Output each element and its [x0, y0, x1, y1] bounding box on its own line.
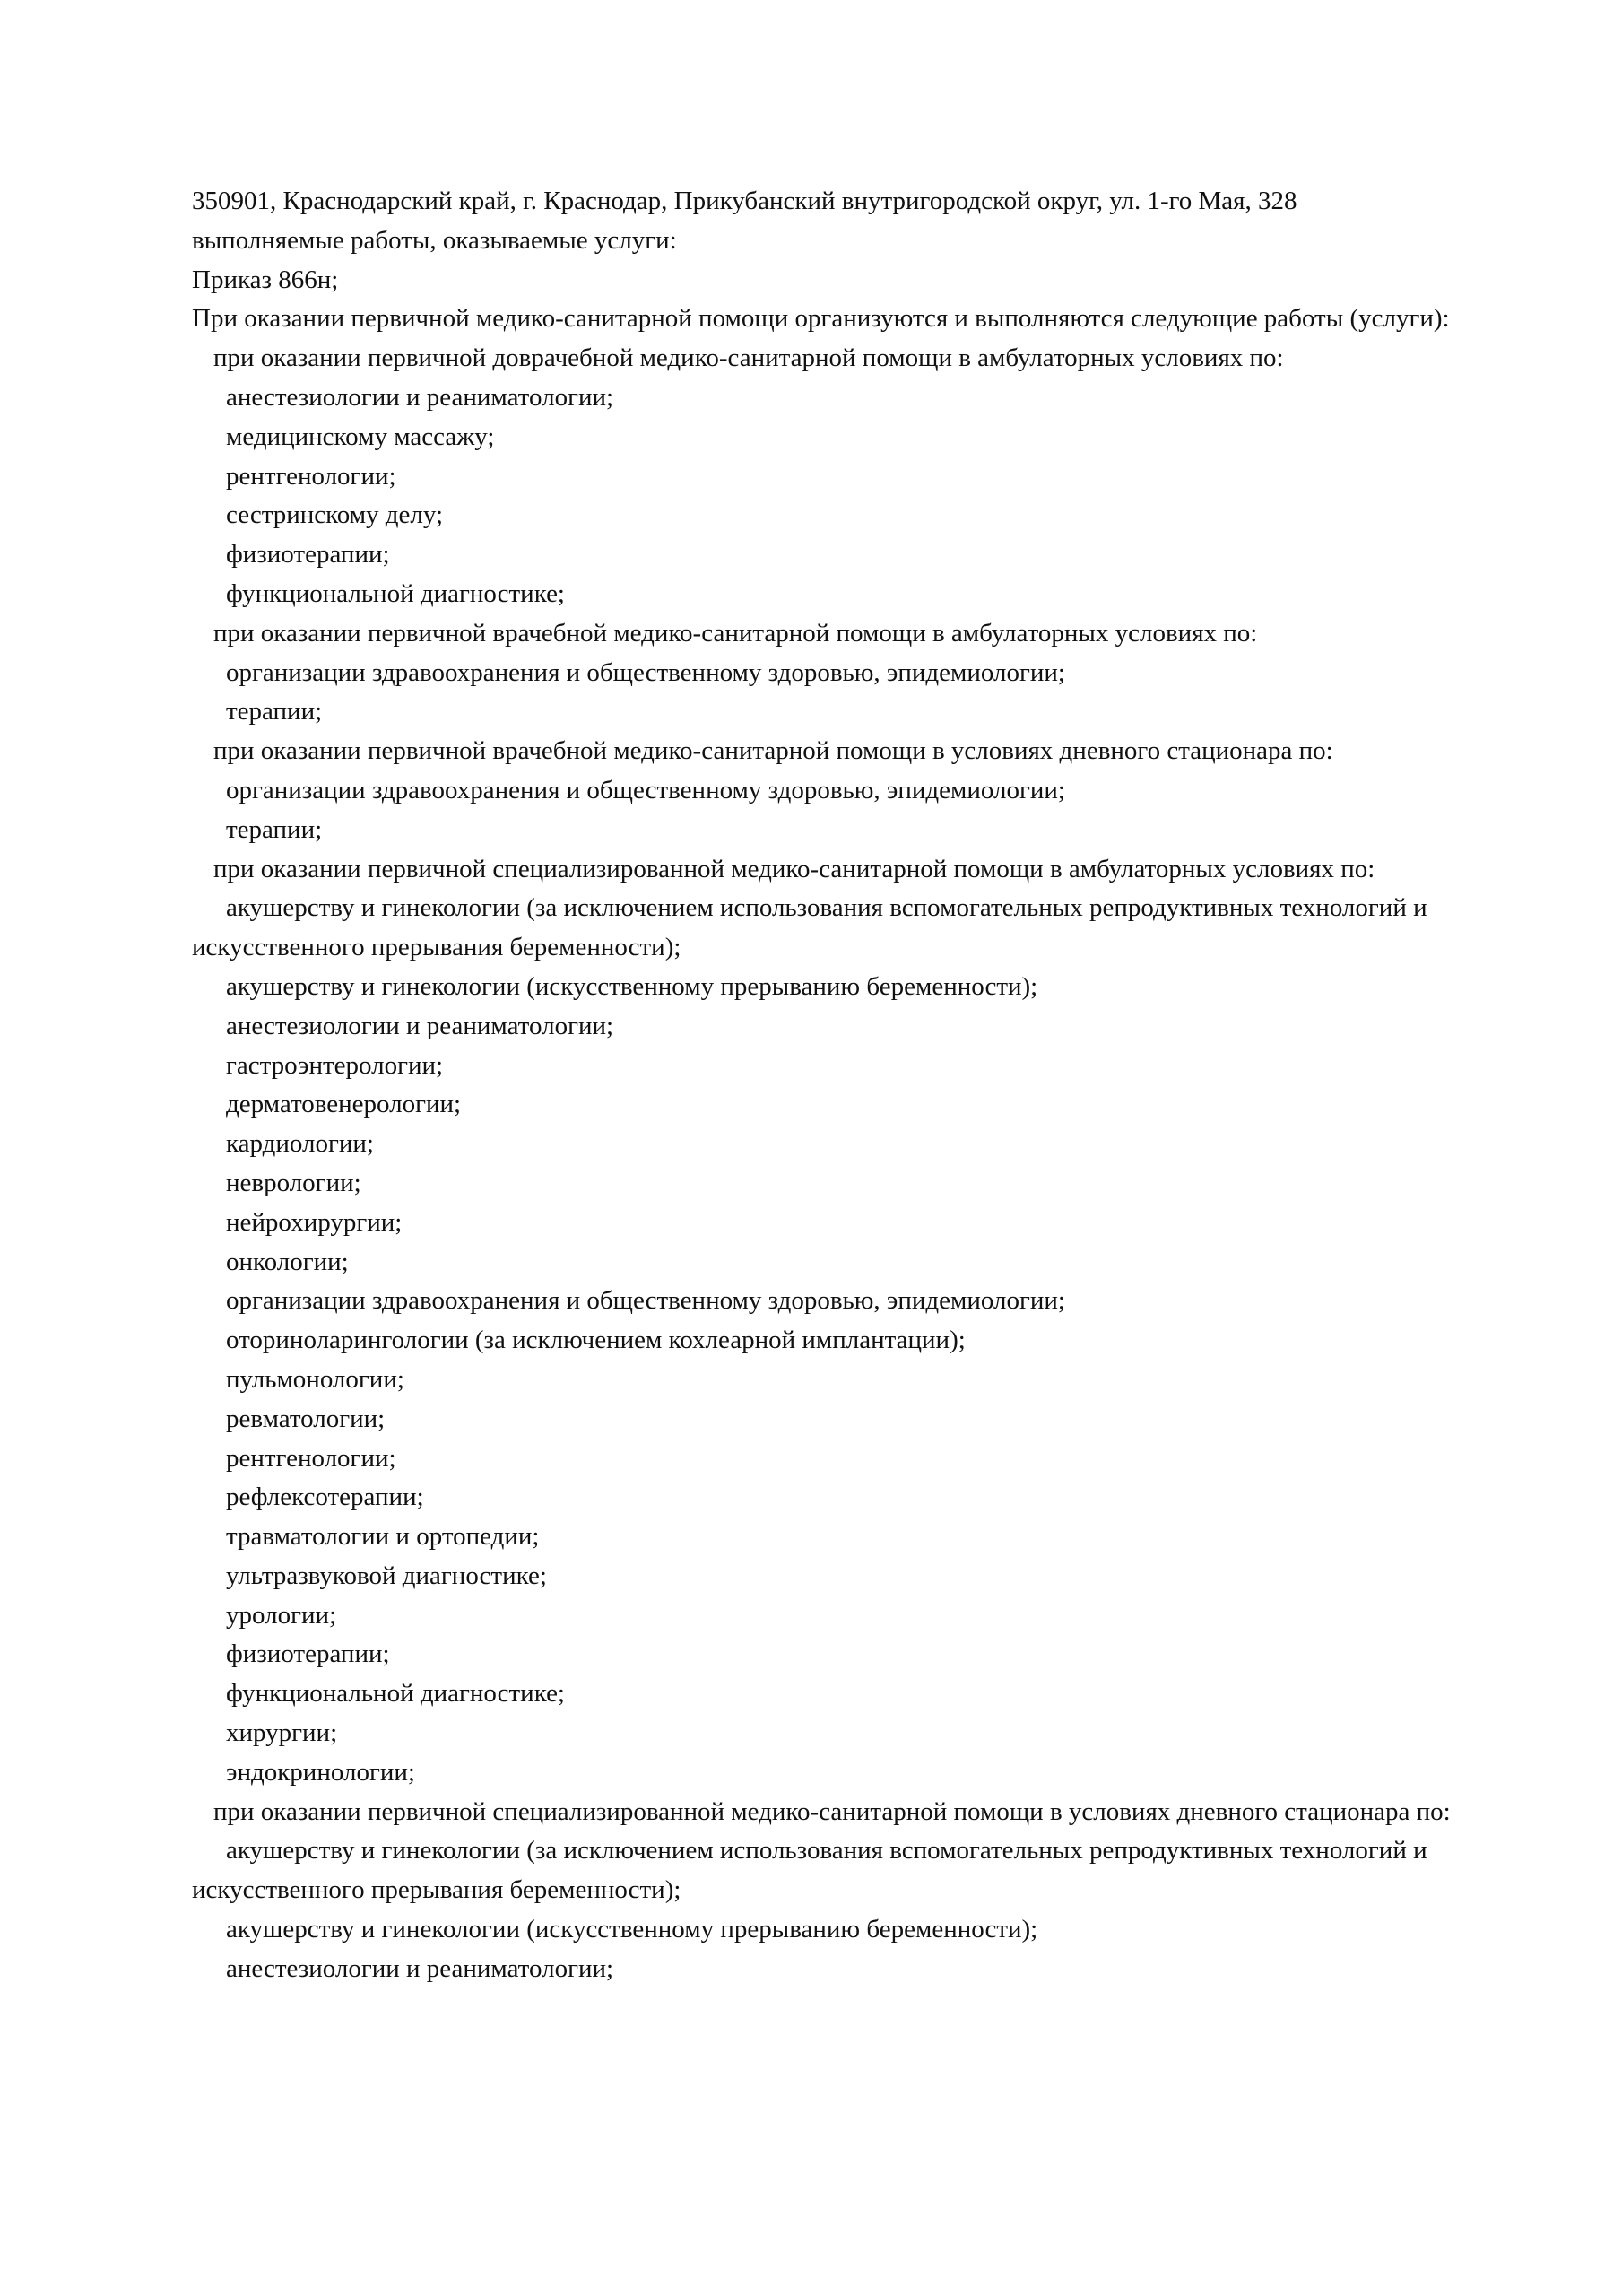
list-item: ультразвуковой диагностике;: [226, 1561, 547, 1590]
list-item: физиотерапии;: [226, 1639, 390, 1669]
list-item: медицинскому массажу;: [226, 422, 495, 451]
list-item: урологии;: [226, 1600, 337, 1630]
list-item: акушерству и гинекологии (искусственному прерыванию беременности);: [226, 1915, 1038, 1944]
list-item: анестезиологии и реаниматологии;: [226, 382, 614, 412]
list-item: оториноларингологии (за исключением кохлеарной имплантации);: [226, 1326, 966, 1355]
list-item: физиотерапии;: [226, 540, 390, 570]
list-item: сестринскому делу;: [226, 500, 444, 530]
paragraph: При оказании первичной медико-санитарной помощи организуются и выполняются следующие работы (услуги):: [192, 304, 1450, 334]
list-item: функциональной диагностике;: [226, 1679, 565, 1709]
section-heading: при оказании первичной специализированной медико-санитарной помощи в условиях дневного стационара по:: [213, 1796, 1451, 1826]
list-item: рефлексотерапии;: [226, 1483, 424, 1512]
section-heading: при оказании первичной врачебной медико-санитарной помощи в условиях дневного стационара по:: [213, 736, 1333, 766]
list-item: дерматовенерологии;: [226, 1090, 462, 1119]
list-item: ревматологии;: [226, 1404, 386, 1433]
list-item: организации здравоохранения и общественному здоровью, эпидемиологии;: [226, 657, 1065, 687]
paragraph: 350901, Краснодарский край, г. Краснодар, Прикубанский внутригородской округ, ул. 1-го Мая, 328: [192, 187, 1297, 215]
section-heading: при оказании первичной специализированной медико-санитарной помощи в амбулаторных условиях по:: [213, 854, 1375, 883]
list-item: организации здравоохранения и общественному здоровью, эпидемиологии;: [226, 775, 1065, 804]
list-item: кардиологии;: [226, 1129, 374, 1159]
list-item: рентгенологии;: [226, 1443, 396, 1473]
list-item: нейрохирургии;: [226, 1207, 403, 1237]
list-item: анестезиологии и реаниматологии;: [226, 1011, 614, 1040]
list-item: акушерству и гинекологии (искусственному прерыванию беременности);: [226, 971, 1038, 1001]
list-item: онкологии;: [226, 1247, 349, 1276]
list-item: акушерству и гинекологии (за исключением использования вспомогательных репродуктивных технологий и искусственного прерывания беременности);: [192, 893, 1427, 962]
list-item: терапии;: [226, 697, 323, 726]
list-item: акушерству и гинекологии (за исключением использования вспомогательных репродуктивных технологий и искусственного прерывания беременности);: [192, 1836, 1427, 1905]
list-item: функциональной диагностике;: [226, 578, 565, 608]
section-heading: при оказании первичной врачебной медико-санитарной помощи в амбулаторных условиях по:: [213, 618, 1258, 648]
list-item: анестезиологии и реаниматологии;: [226, 1953, 614, 1983]
list-item: гастроэнтерологии;: [226, 1050, 444, 1080]
list-item: эндокринологии;: [226, 1757, 415, 1787]
list-item: пульмонологии;: [226, 1364, 404, 1394]
paragraph: Приказ 866н;: [192, 265, 339, 294]
list-item: травматологии и ортопедии;: [226, 1522, 540, 1552]
list-item: организации здравоохранения и общественному здоровью, эпидемиологии;: [226, 1286, 1065, 1316]
list-item: хирургии;: [226, 1718, 338, 1748]
list-item: неврологии;: [226, 1168, 361, 1197]
list-item: рентгенологии;: [226, 461, 396, 491]
paragraph: выполняемые работы, оказываемые услуги:: [192, 225, 677, 255]
section-heading: при оказании первичной доврачебной медико-санитарной помощи в амбулаторных условиях по:: [213, 344, 1284, 373]
list-item: терапии;: [226, 814, 323, 844]
document-body: [192, 182, 1587, 1989]
